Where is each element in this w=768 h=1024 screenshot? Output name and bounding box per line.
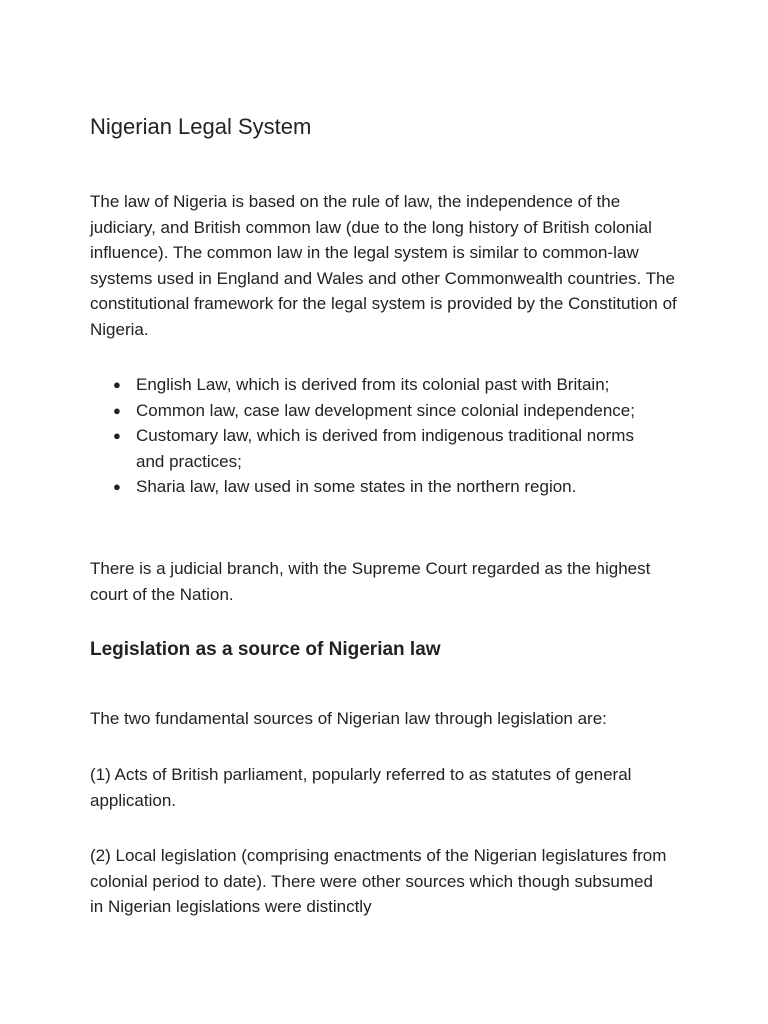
bullet-icon: ● bbox=[113, 377, 121, 392]
list-item-text: English Law, which is derived from its colonial past with Britain; bbox=[136, 375, 610, 394]
bullet-icon: ● bbox=[113, 428, 121, 444]
list-item-text: Customary law, which is derived from indigenous traditional norms and practices; bbox=[136, 426, 634, 471]
intro-paragraph: The law of Nigeria is based on the rule of law, the independence of the judiciary, and British common law (due to the long history of British colonial influence). The common law in the legal system is similar to common-law systems used in England and Wales and other Commonwealth countries. The constitutional framework for the legal system is provided by the Constitution of Nigeria. bbox=[90, 192, 677, 339]
list-item bbox=[90, 423, 650, 474]
list-item-text: Common law, case law development since colonial independence; bbox=[136, 400, 635, 420]
sources-intro-paragraph: The two fundamental sources of Nigerian law through legislation are: bbox=[90, 709, 607, 728]
document-title: Nigerian Legal System bbox=[90, 114, 312, 139]
source-item-2: (2) Local legislation (comprising enactments of the Nigerian legislatures from colonial period to date). There were other sources which though subsumed in Nigerian legislations were distinctly bbox=[90, 846, 667, 917]
judicial-paragraph: There is a judicial branch, with the Supreme Court regarded as the highest court of the Nation. bbox=[90, 559, 651, 604]
list-item-text: Sharia law, law used in some states in the northern region. bbox=[136, 477, 577, 497]
list-item bbox=[90, 474, 650, 500]
bullet-icon: ● bbox=[113, 402, 121, 418]
source-item-1: (1) Acts of British parliament, popularly referred to as statutes of general application. bbox=[90, 765, 632, 810]
bullet-icon: ● bbox=[113, 479, 121, 495]
section-heading: Legislation as a source of Nigerian law bbox=[90, 639, 441, 660]
legal-sources-list bbox=[90, 372, 650, 500]
list-item bbox=[90, 398, 650, 424]
list-item bbox=[90, 372, 650, 398]
